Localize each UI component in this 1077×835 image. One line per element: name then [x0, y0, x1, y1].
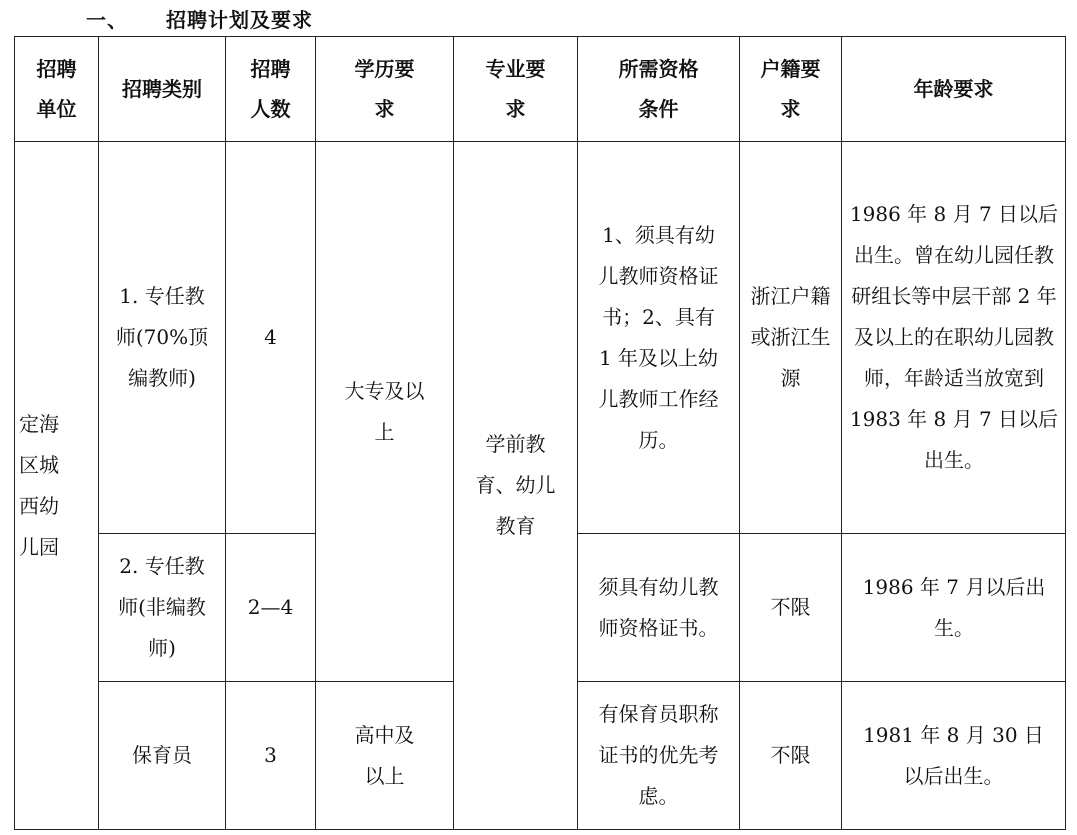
household-cell: 不限 — [740, 534, 842, 682]
header-count: 招聘人数 — [226, 37, 316, 142]
major-cell: 学前教育、幼儿教育 — [454, 142, 578, 830]
age-cell: 1986 年 7 月以后出生。 — [842, 534, 1066, 682]
qualification-cell: 1、须具有幼儿教师资格证书；2、具有 1 年及以上幼儿教师工作经历。 — [578, 142, 740, 534]
table-header-row — [15, 37, 1066, 142]
household-cell: 浙江户籍或浙江生源 — [740, 142, 842, 534]
count-cell: 3 — [226, 682, 316, 830]
qualification-cell: 须具有幼儿教师资格证书。 — [578, 534, 740, 682]
section-title: 招聘计划及要求 — [166, 8, 313, 32]
header-education: 学历要求 — [316, 37, 454, 142]
category-cell: 1. 专任教师(70%顶编教师) — [99, 142, 226, 534]
header-household: 户籍要求 — [740, 37, 842, 142]
header-unit: 招聘单位 — [15, 37, 99, 142]
header-qualification: 所需资格条件 — [578, 37, 740, 142]
header-age: 年龄要求 — [842, 37, 1066, 142]
header-major: 专业要求 — [454, 37, 578, 142]
count-cell: 2—4 — [226, 534, 316, 682]
education-cell: 大专及以上 — [316, 142, 454, 682]
education-cell: 高中及以上 — [316, 682, 454, 830]
table-row — [15, 142, 1066, 534]
qualification-cell: 有保育员职称证书的优先考虑。 — [578, 682, 740, 830]
age-cell: 1986 年 8 月 7 日以后出生。曾在幼儿园任教研组长等中层干部 2 年及以上的在职幼儿园教师，年龄适当放宽到 1983 年 8 月 7 日以后出生。 — [842, 142, 1066, 534]
household-cell: 不限 — [740, 682, 842, 830]
count-cell: 4 — [226, 142, 316, 534]
section-number: 一、 — [86, 8, 128, 32]
section-heading — [86, 4, 313, 33]
category-cell: 2. 专任教师(非编教师) — [99, 534, 226, 682]
header-category: 招聘类别 — [99, 37, 226, 142]
unit-cell: 定海区城西幼儿园 — [15, 142, 99, 830]
category-cell: 保育员 — [99, 682, 226, 830]
recruitment-plan-table — [14, 36, 1066, 830]
age-cell: 1981 年 8 月 30 日以后出生。 — [842, 682, 1066, 830]
